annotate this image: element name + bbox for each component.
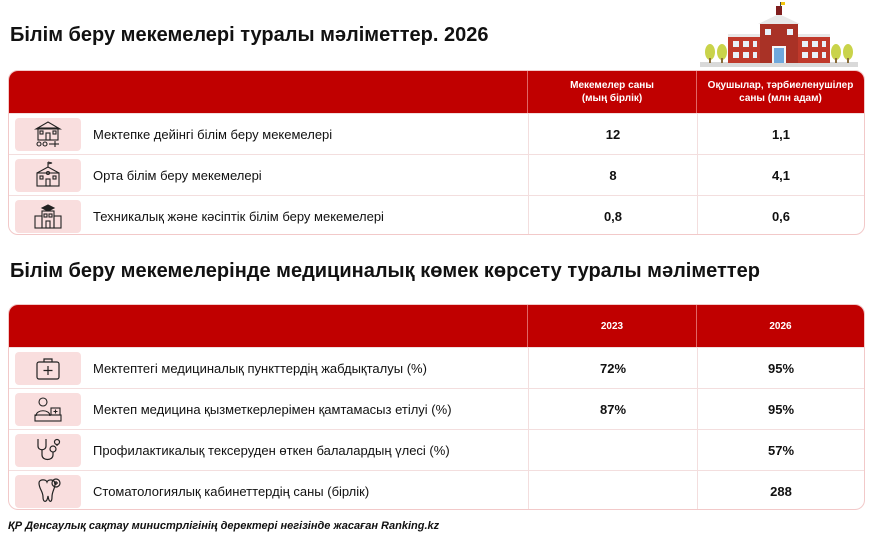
value-2023: 87% [528,389,697,429]
header-spacer [9,305,528,347]
institutions-value: 12 [528,114,697,154]
page-title: Білім беру мекемелері туралы мәліметтер. 2026 [10,24,489,46]
row-label: Мектептегі медициналық пункттердің жабдықталуы (%) [93,360,427,376]
tooth-icon [15,475,81,508]
table-row [9,429,864,470]
header-spacer [9,71,528,113]
value-2026: 288 [697,471,864,510]
value-2023 [528,430,697,470]
table-header [9,71,864,113]
table-row [9,154,864,195]
value-2026: 57% [697,430,864,470]
school-icon [15,159,81,192]
row-label: Техникалық және кәсіптік білім беру мекемелері [93,208,384,224]
column-header-2023: 2023 [528,305,697,347]
students-value: 0,6 [697,196,864,235]
school-nurse-icon [15,393,81,426]
column-header-students: Оқушылар, тәрбиеленушілер саны (млн адам) [707,80,854,104]
table-row [9,195,864,235]
students-value: 1,1 [697,114,864,154]
students-value: 4,1 [697,155,864,195]
institutions-table [8,70,865,235]
table-row [9,470,864,510]
row-label: Профилактикалық тексеруден өткен балалардың үлесі (%) [93,442,450,458]
kindergarten-icon [15,118,81,151]
table-row [9,388,864,429]
source-footnote: ҚР Денсаулық сақтау министрлігінің деректері негізінде жасаған Ranking.kz [8,520,440,532]
value-2023: 72% [528,348,697,388]
column-header-2026: 2026 [769,320,792,332]
column-header-institutions: Мекемелер саны (мың бірлік) [528,71,697,113]
row-label: Мектеп медицина қызметкерлерімен қамтамасыз етілуі (%) [93,401,452,417]
row-label: Стоматологиялық кабинеттердің саны (бірлік) [93,483,370,499]
table-row [9,347,864,388]
value-2023 [528,471,697,510]
medical-aid-table [8,304,865,510]
section-title: Білім беру мекемелерінде медициналық көмек көрсету туралы мәліметтер [10,260,760,282]
college-icon [15,200,81,233]
table-row [9,113,864,154]
table-header [9,305,864,347]
stethoscope-icon [15,434,81,467]
school-building-icon [700,2,858,68]
value-2026: 95% [697,348,864,388]
first-aid-kit-icon [15,352,81,385]
row-label: Мектепке дейінгі білім беру мекемелері [93,126,333,142]
institutions-value: 0,8 [528,196,697,235]
institutions-value: 8 [528,155,697,195]
value-2026: 95% [697,389,864,429]
row-label: Орта білім беру мекемелері [93,167,262,183]
